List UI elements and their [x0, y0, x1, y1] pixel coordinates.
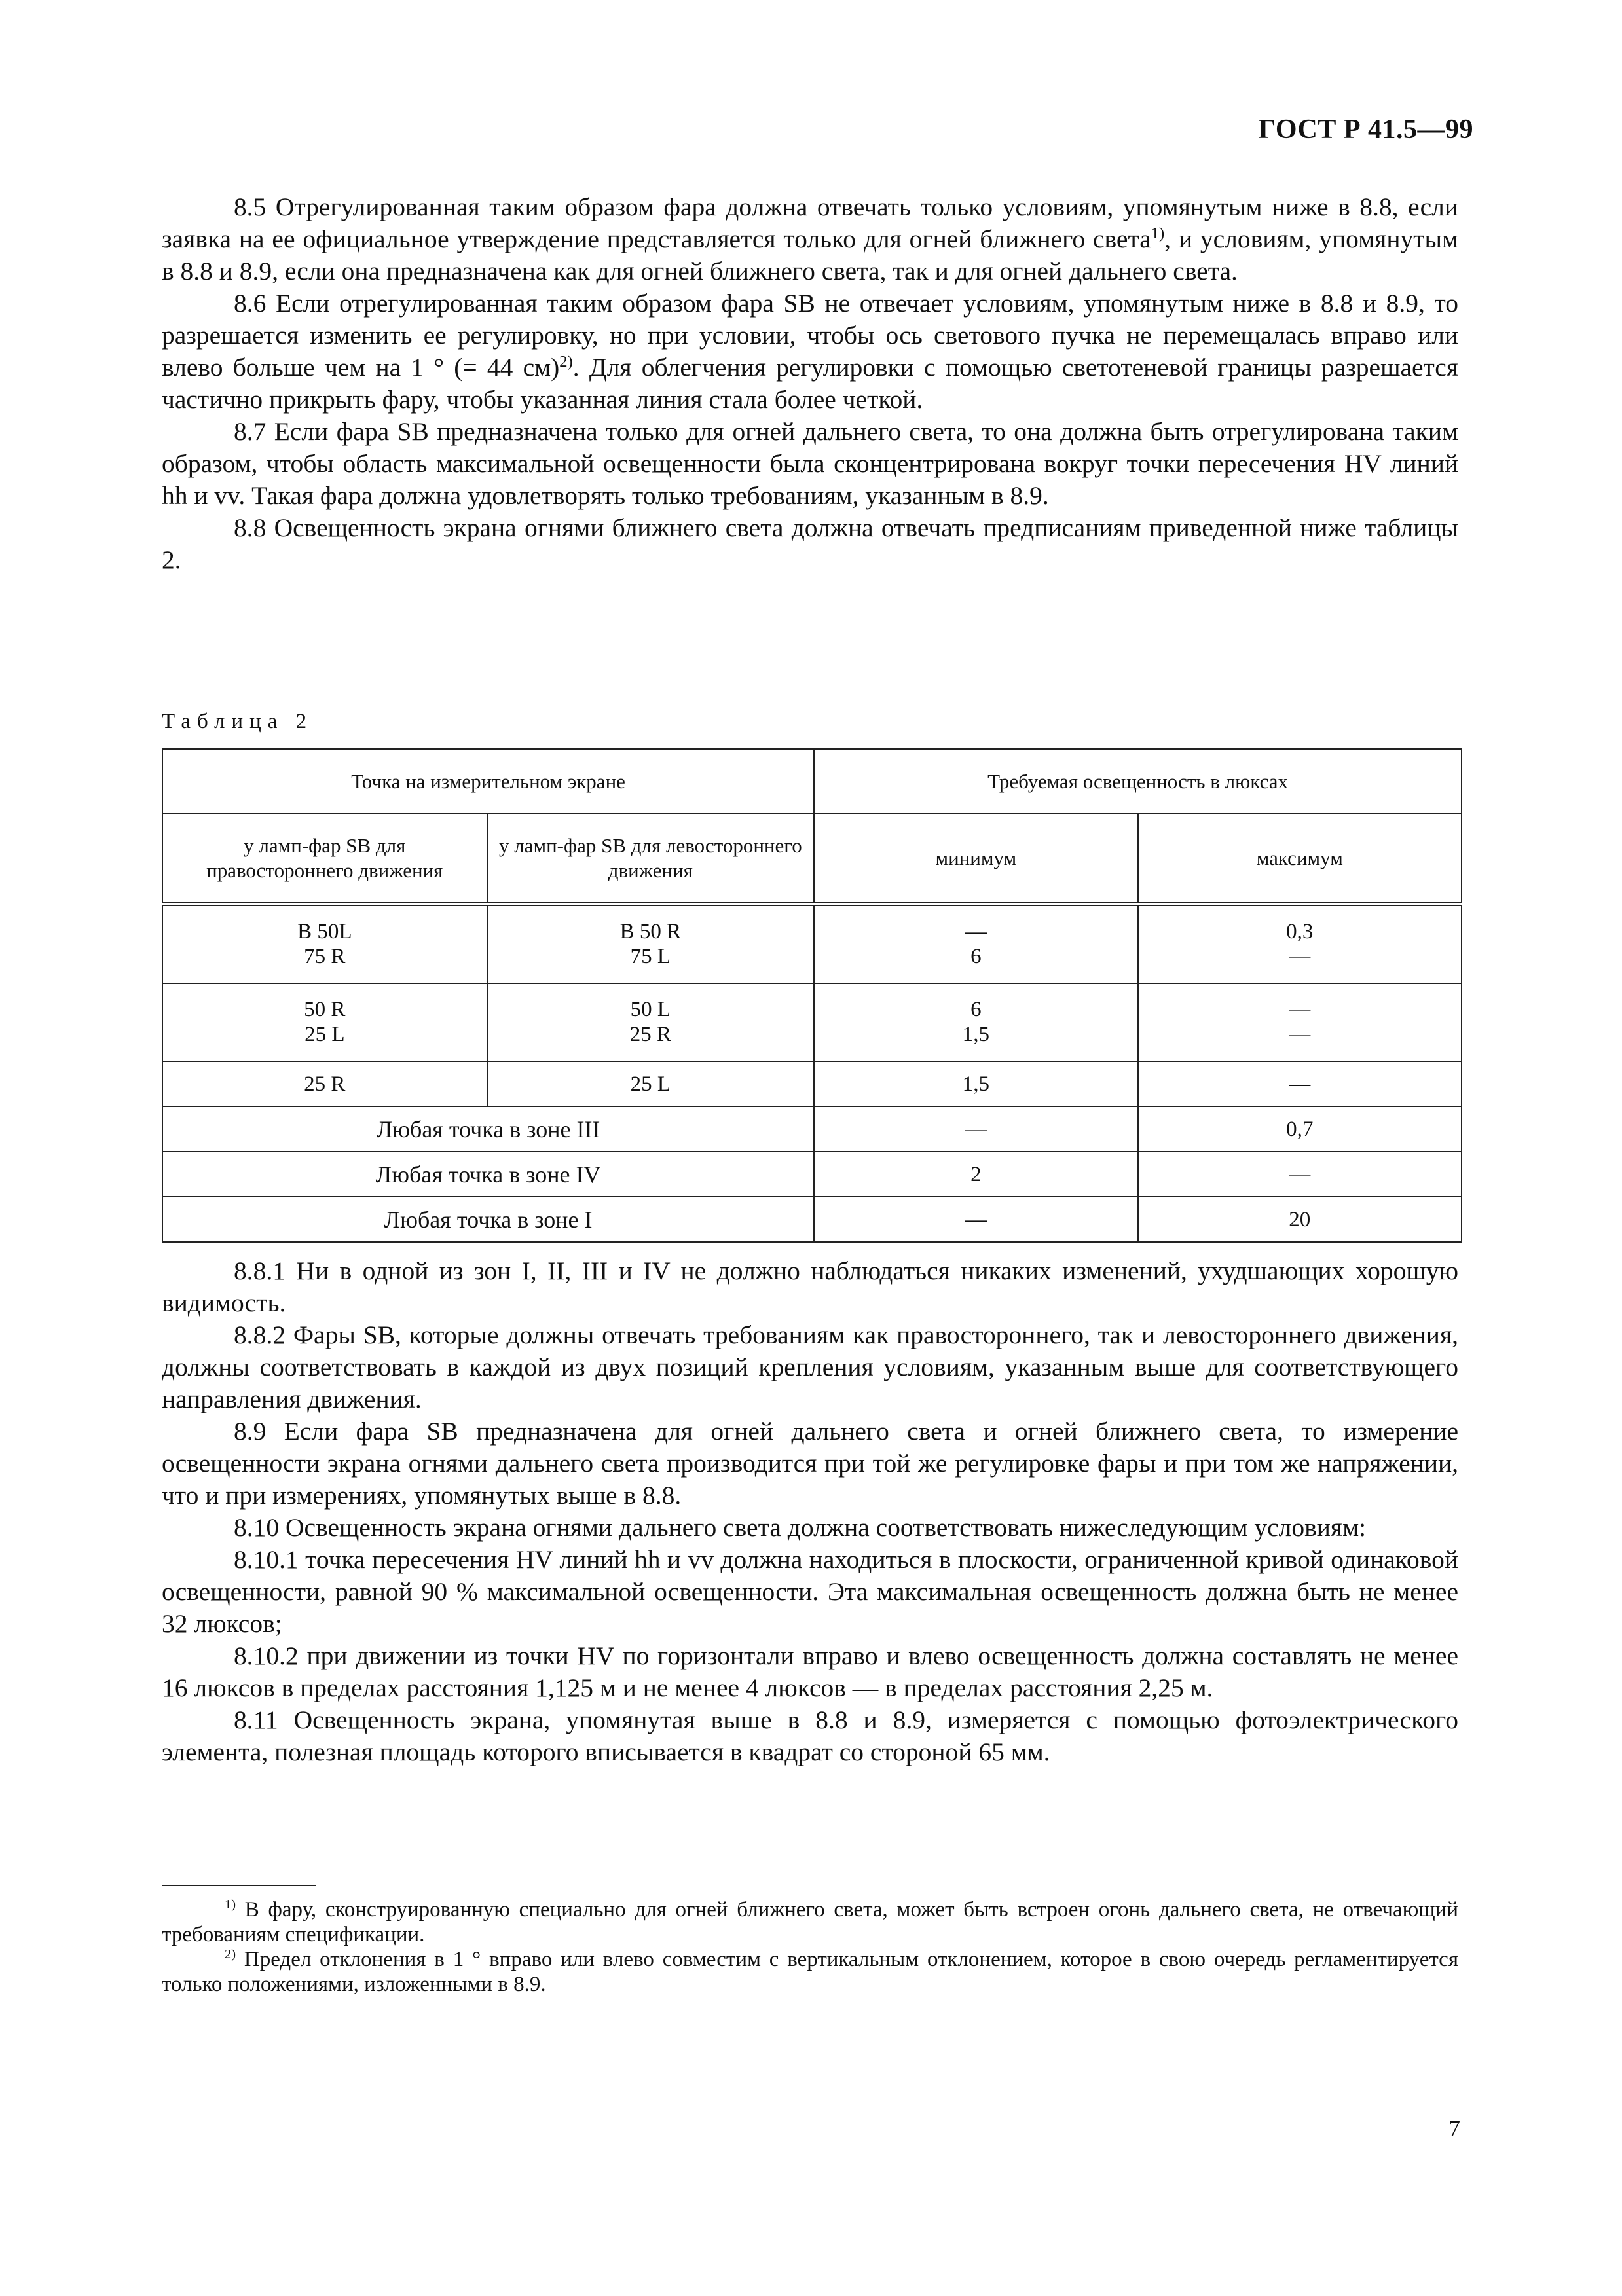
paragraph-8-8-1: 8.8.1 Ни в одной из зон I, II, III и IV не должно наблюдаться никаких изменений, ухудшающих хорошую видимость.	[162, 1256, 1458, 1317]
footnote-2	[162, 1947, 1458, 1997]
cell-line: 25 L	[304, 1023, 345, 1046]
cell-max: —	[1138, 1152, 1462, 1197]
header-required-illumination: Требуемая освещенность в люксах	[814, 749, 1462, 814]
paragraph-8-10-1: 8.10.1 точка пересечения HV линий hh и vv должна находиться в плоскости, ограниченной кривой одинаковой освещенности, равной 90 % максимальной освещенности. Эта максимальная освещенность должна быть не менее 32 люксов;	[162, 1545, 1458, 1638]
cell-line: B 50L	[297, 920, 352, 943]
cell-min: 1,5	[814, 1061, 1137, 1106]
paragraph-8-10-2: 8.10.2 при движении из точки HV по горизонтали вправо и влево освещенность должна составлять не менее 16 люксов в пределах расстояния 1,125 м и не менее 4 люксов — в пределах расстояния 2,25 м.	[162, 1641, 1458, 1702]
cell-min: 2	[814, 1152, 1137, 1197]
cell-right	[162, 983, 487, 1061]
cell-line: —	[965, 920, 987, 943]
illumination-table	[162, 748, 1462, 1243]
paragraph-8-8: 8.8 Освещенность экрана огнями ближнего света должна отвечать предписаниям приведенной ниже таблицы 2.	[162, 513, 1458, 574]
cell-min	[814, 983, 1137, 1061]
cell-line: —	[1289, 1023, 1311, 1046]
footnote-divider	[162, 1885, 316, 1886]
table-subheader-row	[162, 814, 1462, 904]
paragraph-8-9: 8.9 Если фара SB предназначена для огней дальнего света и огней ближнего света, то измерение освещенности экрана огнями дальнего света производится при той же регулировке фары и при том же напряжении, что и при измерениях, упомянутых выше в 8.8.	[162, 1417, 1458, 1510]
cell-zone-point: Любая точка в зоне III	[162, 1106, 814, 1152]
cell-line: 50 R	[304, 998, 346, 1021]
cell-zone-point: Любая точка в зоне IV	[162, 1152, 814, 1197]
footnote-mark-2: 2)	[225, 1947, 236, 1961]
main-text-lower	[162, 1255, 1458, 1768]
paragraph-8-11: 8.11 Освещенность экрана, упомянутая выше в 8.8 и 8.9, измеряется с помощью фотоэлектрического элемента, полезная площадь которого вписывается в квадрат со стороной 65 мм.	[162, 1705, 1458, 1766]
table-row	[162, 1061, 1462, 1106]
table-row	[162, 983, 1462, 1061]
table-header-row	[162, 749, 1462, 814]
paragraph-8-5	[162, 191, 1458, 287]
footnotes	[162, 1897, 1458, 1997]
paragraph-8-6	[162, 287, 1458, 416]
cell-max: 20	[1138, 1197, 1462, 1242]
paragraph-8-8-2: 8.8.2 Фары SB, которые должны отвечать требованиям как правостороннего, так и левостороннего движения, должны соответствовать в каждой из двух позиций крепления условиям, указанным выше для соответствующего направления движения.	[162, 1321, 1458, 1413]
cell-left	[487, 983, 815, 1061]
cell-line: 1,5	[962, 1023, 989, 1046]
paragraph-8-5-tail: , и условиям, упомянутым в 8.8 и 8.9, если она предназначена как для огней ближнего света, так и для огней дальнего света.	[162, 225, 1458, 285]
cell-line: 6	[970, 998, 982, 1021]
table-row	[162, 1152, 1462, 1197]
cell-line: —	[1289, 998, 1311, 1021]
paragraph-8-10: 8.10 Освещенность экрана огнями дальнего света должна соответствовать нижеследующим условиям:	[234, 1513, 1367, 1542]
footnote-ref-2: 2)	[559, 352, 573, 371]
page-number: 7	[1448, 2115, 1460, 2141]
cell-max	[1138, 983, 1462, 1061]
table-caption: Таблица 2	[162, 710, 314, 733]
table-row	[162, 1197, 1462, 1242]
cell-max: 0,7	[1138, 1106, 1462, 1152]
cell-min: —	[814, 1197, 1137, 1242]
header-left-hand-traffic: у ламп-фар SB для левостороннего движения	[487, 814, 815, 904]
footnote-2-text: Предел отклонения в 1 ° вправо или влево совместим с вертикальным отклонением, которое в свою очередь регламентируется только положениями, изложенными в 8.9.	[162, 1948, 1458, 1996]
cell-line: 25 R	[629, 1023, 671, 1046]
paragraph-8-6-tail: . Для облегчения регулировки с помощью светотеневой границы разрешается частично прикрыть фару, чтобы указанная линия стала более четкой.	[162, 353, 1458, 414]
cell-line: —	[1289, 945, 1311, 968]
cell-line: B 50 R	[619, 920, 682, 943]
document-code: ГОСТ Р 41.5—99	[1258, 115, 1473, 145]
table-row	[162, 1106, 1462, 1152]
footnote-mark-1: 1)	[225, 1897, 236, 1912]
header-right-hand-traffic: у ламп-фар SB для правостороннего движения	[162, 814, 487, 904]
cell-max: —	[1138, 1061, 1462, 1106]
cell-right: 25 R	[162, 1061, 487, 1106]
cell-min: —	[814, 1106, 1137, 1152]
main-text-upper	[162, 191, 1458, 576]
header-maximum: максимум	[1138, 814, 1462, 904]
cell-min	[814, 904, 1137, 983]
cell-line: 50 L	[630, 998, 671, 1021]
footnote-1-text: В фару, сконструированную специально для огней ближнего света, может быть встроен огонь дальнего света, не отвечающий требованиям спецификации.	[162, 1898, 1458, 1946]
footnote-1	[162, 1897, 1458, 1947]
cell-left	[487, 904, 815, 983]
header-measurement-point: Точка на измерительном экране	[162, 749, 814, 814]
header-minimum: минимум	[814, 814, 1137, 904]
paragraph-8-5-text: 8.5 Отрегулированная таким образом фара должна отвечать только условиям, упомянутым ниже в 8.8, если заявка на ее официальное утверждение представляется только для огней ближнего света	[162, 192, 1458, 253]
cell-max	[1138, 904, 1462, 983]
table-row	[162, 904, 1462, 983]
cell-line: 75 R	[304, 945, 346, 968]
paragraph-8-6-text: 8.6 Если отрегулированная таким образом фара SB не отвечает условиям, упомянутым ниже в 8.8 и 8.9, то разрешается изменить ее регулировку, но при условии, чтобы ось светового пучка не перемещалась вправо или влево больше чем на 1 ° (= 44 см)	[162, 289, 1458, 382]
cell-zone-point: Любая точка в зоне I	[162, 1197, 814, 1242]
paragraph-8-7: 8.7 Если фара SB предназначена только для огней дальнего света, то она должна быть отрегулирована таким образом, чтобы область максимальной освещенности была сконцентрирована вокруг точки пересечения HV линий hh и vv. Такая фара должна удовлетворять только требованиям, указанным в 8.9.	[162, 417, 1458, 510]
cell-line: 0,3	[1286, 920, 1314, 943]
cell-line: 75 L	[630, 945, 671, 968]
cell-right	[162, 904, 487, 983]
cell-line: 6	[970, 945, 982, 968]
footnote-ref-1: 1)	[1151, 224, 1165, 242]
cell-left: 25 L	[487, 1061, 815, 1106]
